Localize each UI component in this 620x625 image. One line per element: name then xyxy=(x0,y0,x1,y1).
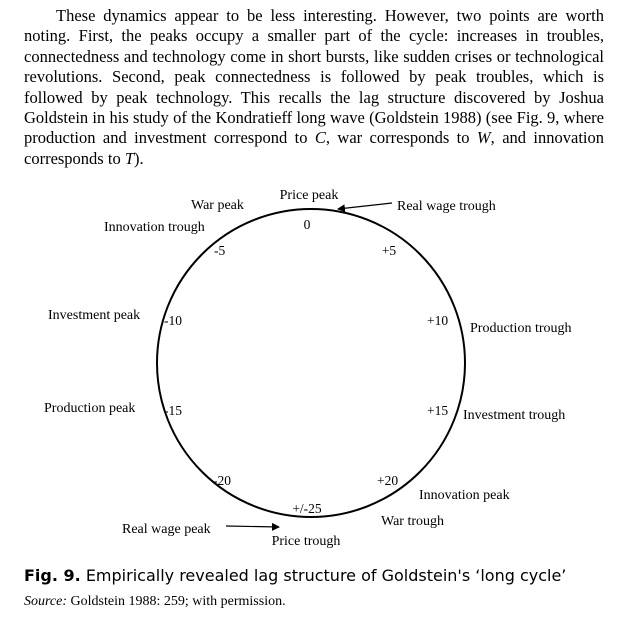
tick-plus-15: +15 xyxy=(427,403,449,418)
label-investment-trough: Investment trough xyxy=(463,408,566,423)
tick-plus-minus-25: +/-25 xyxy=(292,501,322,516)
paragraph-text-2: , war corresponds to xyxy=(325,128,477,148)
tick-minus-15: -15 xyxy=(164,403,182,418)
lag-structure-diagram xyxy=(0,180,620,560)
tick-plus-5: +5 xyxy=(381,243,397,258)
tick-plus-10: +10 xyxy=(427,313,449,328)
paragraph-text-3: , and innovation corresponds to xyxy=(24,128,605,168)
label-production-peak: Production peak xyxy=(44,401,136,416)
source-label: Source: xyxy=(24,594,68,609)
real-wage-trough-arrow xyxy=(338,203,392,209)
figure-caption-text: Empirically revealed lag structure of Goldstein's ‘long cycle’ xyxy=(80,566,567,585)
label-war-trough: War trough xyxy=(381,514,445,529)
variable-t: T xyxy=(124,148,135,168)
figure-caption xyxy=(24,565,566,587)
tick-minus-5: -5 xyxy=(214,243,226,258)
paragraph-text-1: These dynamics appear to be less interesting. However, two points are worth noting. First, the peaks occupy a smaller part of the cycle: increases in troubles, connectedness and technology come in short bursts, like sudden crises or technological revolutions. Second, peak connectedness is followed by peak troubles, which is followed by peak technology. This recalls the lag structure discovered by Joshua Goldstein in his study of the Kondratieff long wave (Goldstein 1988) (see Fig. 9, where production and investment correspond to xyxy=(24,6,604,148)
label-price-trough: Price trough xyxy=(271,534,341,549)
label-price-peak: Price peak xyxy=(279,188,339,203)
label-real-wage-trough: Real wage trough xyxy=(397,199,496,214)
cycle-circle xyxy=(157,209,465,517)
label-investment-peak: Investment peak xyxy=(48,308,141,323)
variable-c: C xyxy=(314,128,326,148)
paragraph-text-4: ). xyxy=(134,148,144,168)
label-innovation-peak: Innovation peak xyxy=(419,488,510,503)
body-paragraph xyxy=(24,6,604,169)
tick-minus-20: -20 xyxy=(213,473,231,488)
figure-label: Fig. 9. xyxy=(24,566,81,585)
label-war-peak: War peak xyxy=(191,198,244,213)
label-production-trough: Production trough xyxy=(470,321,572,336)
tick-plus-20: +20 xyxy=(377,473,399,488)
variable-w: W xyxy=(476,128,491,148)
label-innovation-trough: Innovation trough xyxy=(104,220,205,235)
source-text: Goldstein 1988: 259; with permission. xyxy=(67,594,286,609)
real-wage-peak-arrow xyxy=(226,526,279,527)
figure-source xyxy=(24,594,286,610)
tick-minus-10: -10 xyxy=(164,313,182,328)
label-real-wage-peak: Real wage peak xyxy=(122,522,211,537)
tick-0: 0 xyxy=(303,217,311,232)
